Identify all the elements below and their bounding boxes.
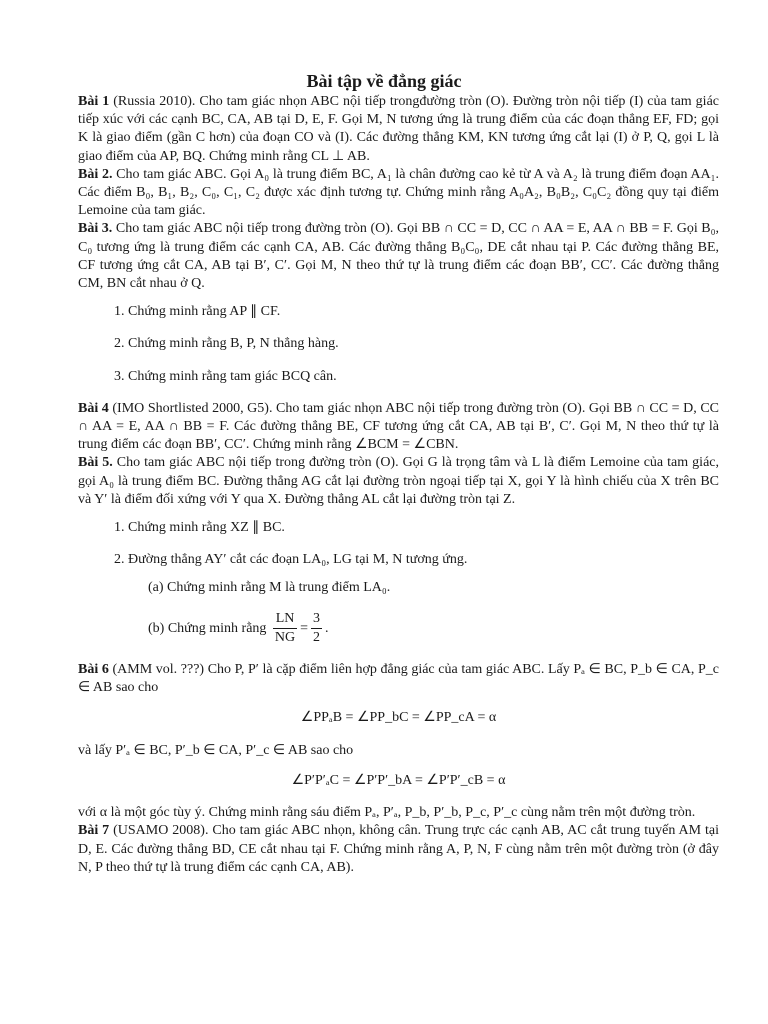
document-body — [78, 93, 719, 877]
problem-4-label: Bài 4 — [78, 400, 109, 416]
problem-5-sub-a: (a) Chứng minh rằng M là trung điểm LA₀. — [148, 580, 391, 596]
problem-3-item-2: 2. Chứng minh rằng B, P, N thẳng hàng. — [114, 336, 339, 352]
problem-2 — [78, 166, 719, 221]
problem-5-sub-b-prefix: (b) Chứng minh rằng — [148, 620, 267, 636]
fraction-numerator: LN — [273, 610, 297, 629]
page-title: Bài tập về đẳng giác — [306, 71, 462, 91]
fraction-right-numerator: 3 — [311, 610, 322, 629]
problem-3-text: Cho tam giác ABC nội tiếp trong đường tròn (O). Gọi BB ∩ CC = D, CC ∩ AA = E, AA ∩ BB = F. Gọi B₀, C₀ tương ứng là trung điểm các cạnh CA, AB. Các đường thẳng B₀C₀, DE cắt nhau tại P. Các đường thẳng BE, CF tương ứng cắt CA, AB tại B′, C′. Gọi M, N theo thứ tự là trung điểm các đoạn BB′, CC′. Các đường thẳng CM, BN cắt nhau ở Q. — [78, 221, 720, 292]
problem-1-text: (Russia 2010). Cho tam giác nhọn ABC nội tiếp trongđường tròn (O). Đường tròn nội tiếp (I) của tam giác tiếp xúc với các cạnh BC, CA, AB tại D, E, F. Gọi M, N tương ứng là trung điểm của các đoạn thẳng EF, FD; gọi K là giao điểm (gần C hơn) của đoạn CO và (I). Các đường thẳng KM, KN tương ứng cắt lại (I) ở P, Q, gọi L là giao điểm của AP, BQ. Chứng minh rằng CL ⊥ AB. — [78, 94, 720, 164]
problem-3-label: Bài 3. — [78, 221, 113, 237]
problem-6-label: Bài 6 — [78, 662, 109, 678]
problem-7 — [78, 822, 719, 877]
problem-6-text-1: (AMM vol. ???) Cho P, P′ là cặp điểm liên hợp đẳng giác của tam giác ABC. Lấy Pₐ ∈ BC, P_b ∈ CA, P_c ∈ AB sao cho — [78, 662, 720, 696]
fraction-ln-ng — [273, 610, 297, 647]
problem-4-text: (IMO Shortlisted 2000, G5). Cho tam giác nhọn ABC nội tiếp trong đường tròn (O). Gọi BB ∩ CC = D, CC ∩ AA = E, AA ∩ BB = F. Các đường thẳng BE, CF tương ứng cắt CA, AB tại B′, C′. Gọi M, N theo thứ tự là trung điểm các đoạn BB′, CC′. Chứng minh rằng ∠BCM = ∠CBN. — [78, 400, 720, 453]
fraction-period: . — [325, 620, 329, 636]
problem-3-list — [78, 303, 719, 386]
problem-1 — [78, 93, 719, 166]
fraction-three-halves — [311, 610, 322, 647]
problem-1-label: Bài 1 — [78, 94, 110, 109]
fraction-right-denominator: 2 — [313, 629, 321, 645]
problem-5-sublist — [114, 579, 719, 647]
problem-5 — [78, 454, 719, 509]
equals-sign: = — [300, 620, 309, 636]
problem-5-item-2-text: 2. Đường thẳng AY′ cắt các đoạn LA₀, LG tại M, N tương ứng. — [114, 552, 468, 568]
problem-3-item-3: 3. Chứng minh rằng tam giác BCQ cân. — [114, 368, 337, 384]
problem-6-formula-1: ∠PPₐB = ∠PP_bC = ∠PP_cA = α — [300, 710, 497, 726]
problem-4 — [78, 400, 719, 455]
problem-6-formula-2: ∠P′P′ₐC = ∠P′P′_bA = ∠P′P′_cB = α — [291, 772, 506, 788]
problem-5-text: Cho tam giác ABC nội tiếp trong đường tròn (O). Gọi G là trọng tâm và L là điểm Lemoine của tam giác, gọi A₀ là trung điểm BC. Đường thẳng AG cắt lại đường tròn ngoại tiếp tại X, gọi Y là hình chiếu của X trên BC và Y′ là điểm đối xứng với Y qua X. Đường thẳng AL cắt lại đường tròn tại Z. — [78, 455, 719, 507]
problem-7-text: (USAMO 2008). Cho tam giác ABC nhọn, không cân. Trung trực các cạnh AB, AC cắt trung tuyến AM tại D, E. Các đường thẳng BD, CE cắt nhau tại F. Chứng minh rằng A, P, N, F cùng nằm trên một đường tròn (ở đây N, P theo thứ tự là trung điểm các cạnh CA, AB). — [78, 823, 719, 875]
problem-5-label: Bài 5. — [78, 455, 113, 471]
problem-5-item-1: 1. Chứng minh rằng XZ ∥ BC. — [114, 520, 285, 536]
problem-2-text: Cho tam giác ABC. Gọi A₀ là trung điểm BC, A₁ là chân đường cao kẻ từ A và A₂ là trung điểm đoạn AA₁. Các điểm B₀, B₁, B₂, C₀, C₁, C₂ được xác định tương tự. Chứng minh rằng A₀A₂, B₀B₂, C₀C₂ đồng quy tại điểm Lemoine của tam giác. — [78, 166, 720, 219]
problem-7-label: Bài 7 — [78, 823, 110, 839]
problem-3 — [78, 220, 719, 293]
problem-5-list — [78, 519, 719, 647]
problem-5-sub-b — [147, 610, 719, 647]
problem-5-item-2 — [113, 551, 719, 647]
problem-3-item-1: 1. Chứng minh rằng AP ∥ CF. — [114, 304, 281, 320]
problem-6 — [78, 661, 719, 697]
problem-6-text-3: với α là một góc tùy ý. Chứng minh rằng sáu điểm Pₐ, P′ₐ, P_b, P′_b, P_c, P′_c cùng nằm trên một đường tròn. — [78, 805, 696, 821]
problem-6-text-2: và lấy P′ₐ ∈ BC, P′_b ∈ CA, P′_c ∈ AB sao cho — [78, 742, 354, 758]
fraction-denominator: NG — [274, 629, 296, 645]
problem-2-label: Bài 2. — [78, 166, 113, 182]
